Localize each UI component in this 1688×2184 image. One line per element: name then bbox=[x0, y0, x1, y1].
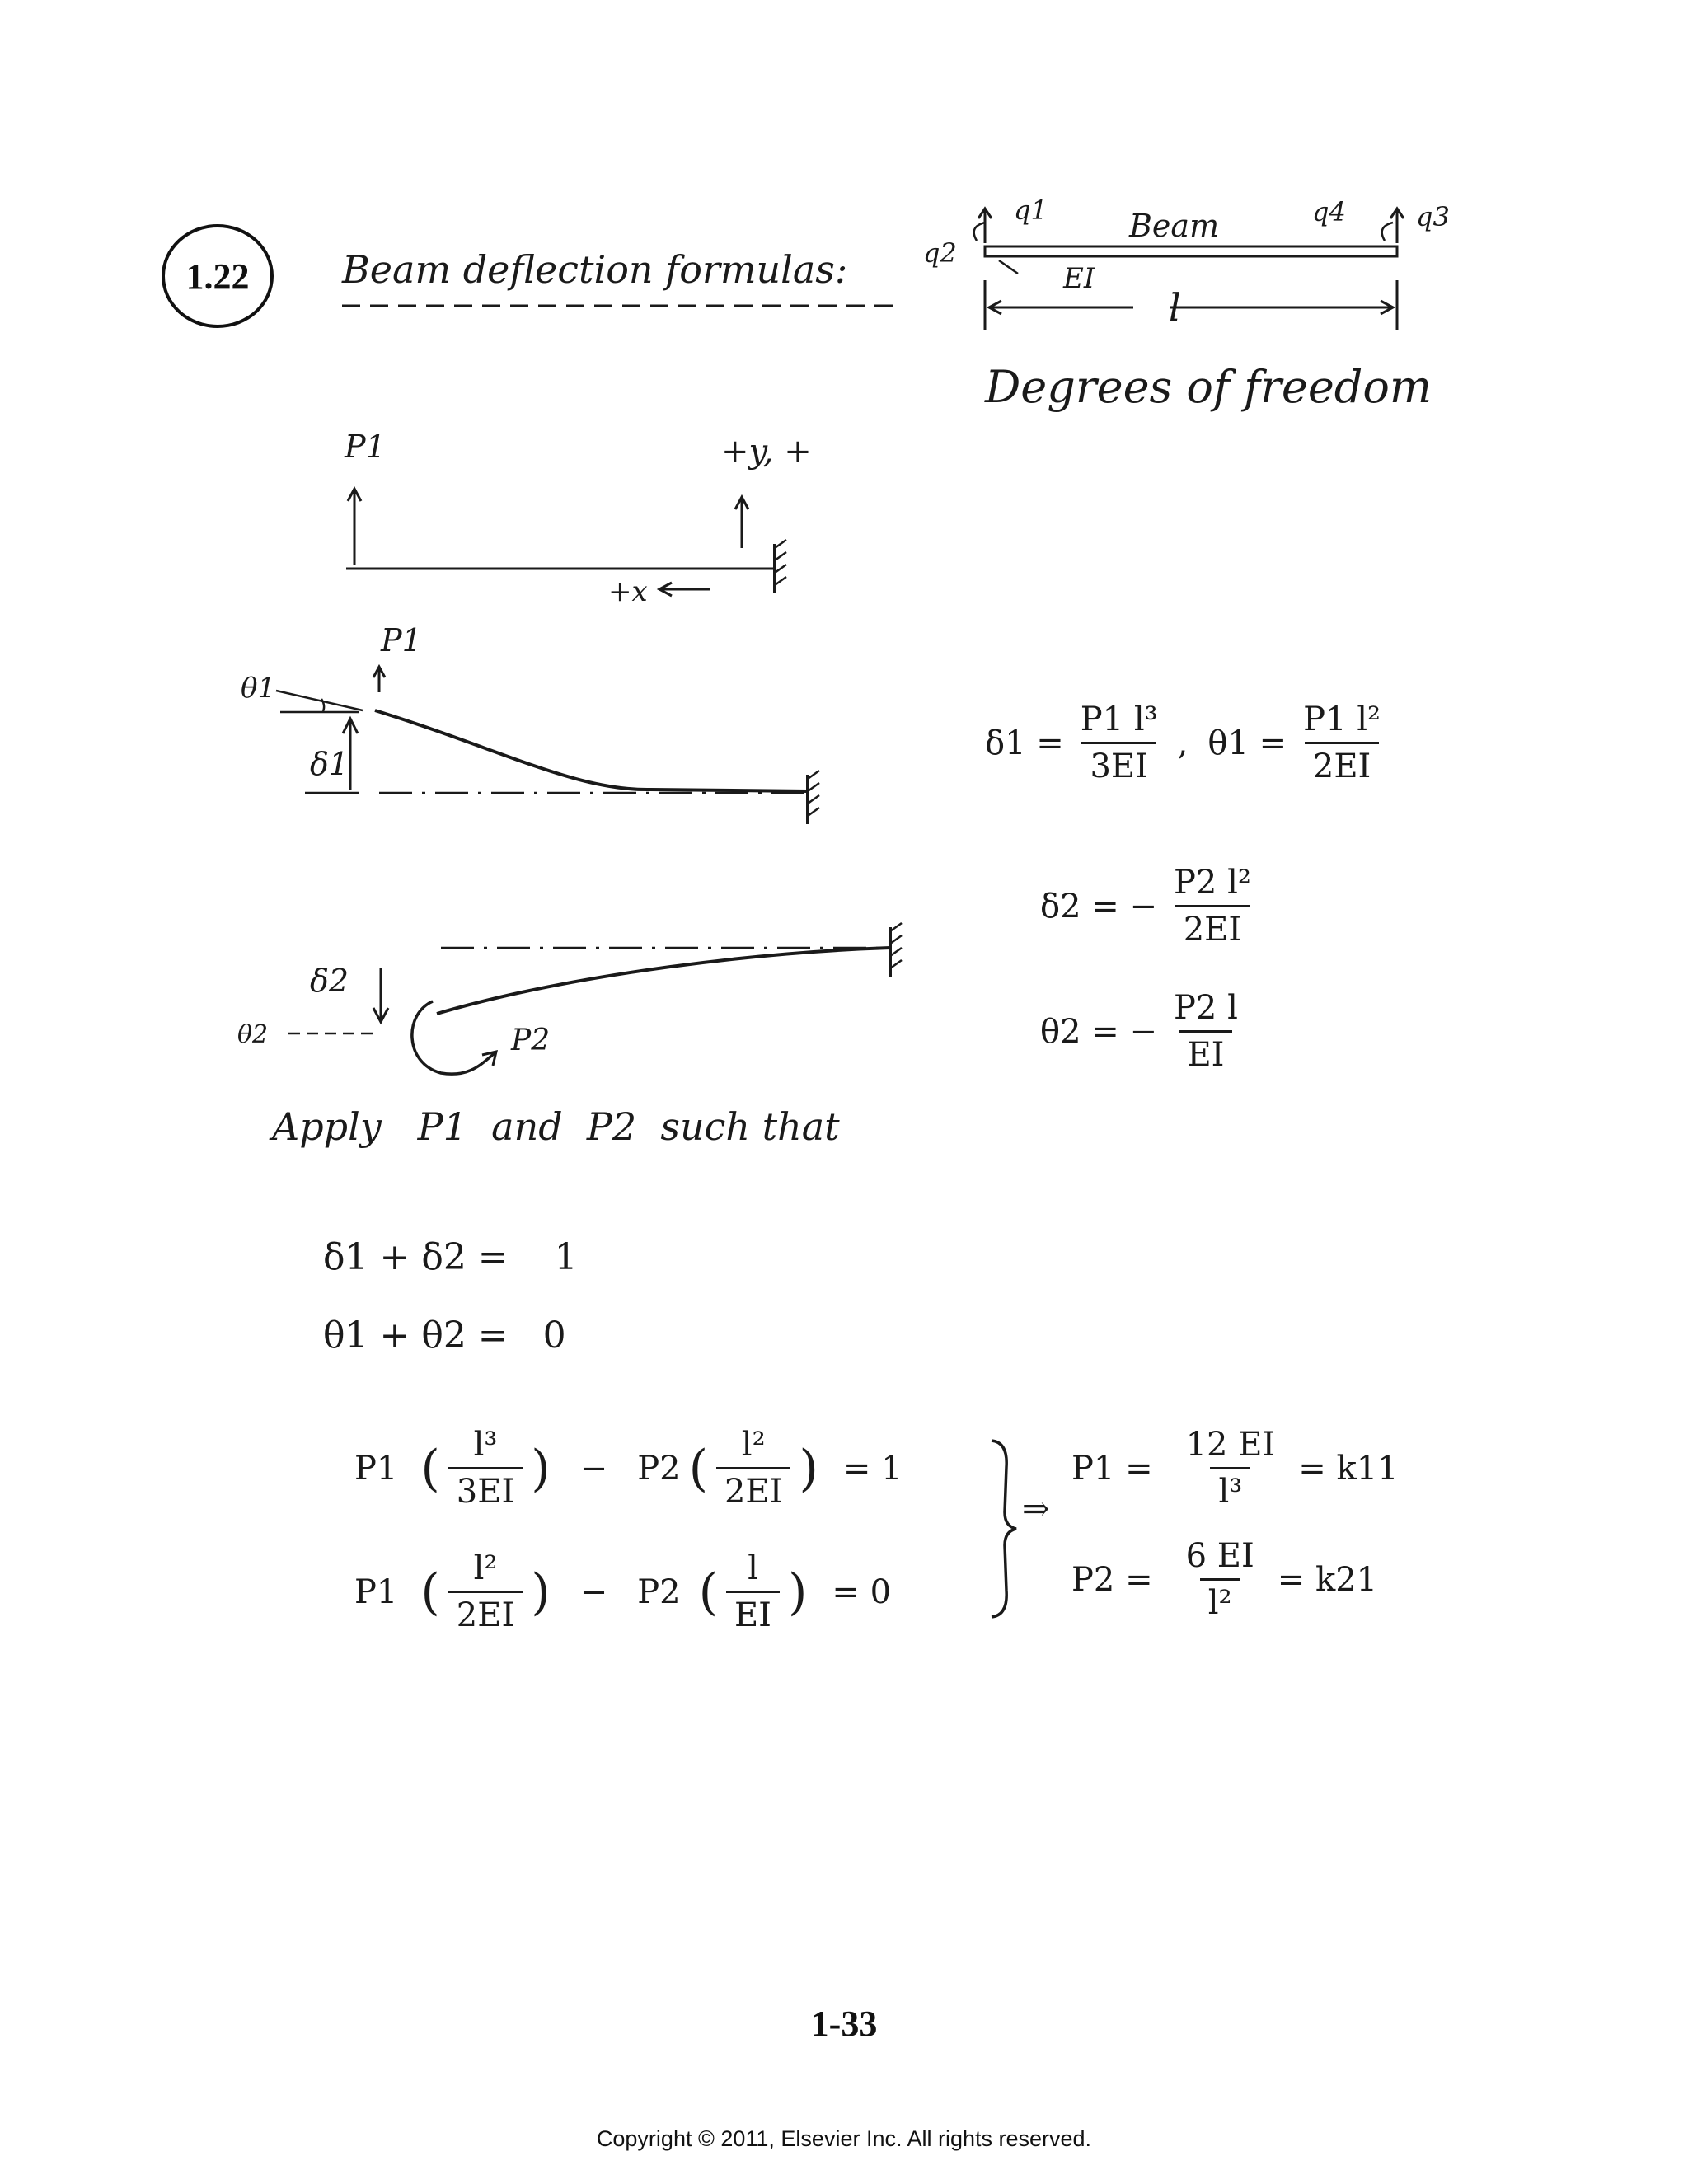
row2-f1-den: 2EI bbox=[448, 1591, 523, 1634]
sol1-fraction bbox=[1178, 1426, 1284, 1511]
q4-rotation-arrow bbox=[1382, 223, 1393, 241]
eq-theta2-fraction bbox=[1165, 989, 1246, 1074]
system-brace bbox=[985, 1434, 1034, 1624]
dof-caption: Degrees of freedom bbox=[985, 361, 1432, 413]
fig3-eq-theta2 bbox=[1040, 989, 1254, 1074]
fig3-moment-label: P2 bbox=[511, 1024, 551, 1057]
fig2-delta-label: δ1 bbox=[310, 746, 349, 782]
fig1-x-axis-label: +x bbox=[608, 575, 648, 608]
row1-f1-num: l³ bbox=[473, 1426, 498, 1464]
dof-label-beam: Beam bbox=[1129, 208, 1220, 244]
row2-rhs: = 0 bbox=[832, 1572, 892, 1611]
row1-f1-den: 3EI bbox=[448, 1467, 523, 1511]
sol1-den: l³ bbox=[1210, 1467, 1250, 1511]
condition-deflection: δ1 + δ2 = 1 bbox=[323, 1236, 578, 1278]
row1-f2-num: l² bbox=[741, 1426, 766, 1464]
eq-delta1-num: P1 l³ bbox=[1080, 701, 1158, 738]
fig3-theta-label: θ2 bbox=[237, 1020, 269, 1049]
eq-theta1-lhs: θ1 = bbox=[1207, 724, 1287, 762]
eq-theta1-fraction bbox=[1295, 701, 1389, 785]
fig2-theta-label: θ1 bbox=[241, 672, 276, 705]
eq-delta2-lhs: δ2 = − bbox=[1040, 887, 1157, 926]
row2-f1-num: l² bbox=[473, 1549, 498, 1587]
row1-f2-den: 2EI bbox=[716, 1467, 790, 1511]
fig2-load-label: P1 bbox=[381, 622, 422, 658]
eq-delta2-fraction bbox=[1165, 864, 1259, 949]
sol2-num: 6 EI bbox=[1185, 1537, 1254, 1575]
eq-theta1-num: P1 l² bbox=[1303, 701, 1381, 738]
sol1-num: 12 EI bbox=[1185, 1426, 1276, 1464]
apply-statement: Apply P1 and P2 such that bbox=[272, 1104, 840, 1149]
fig2-deflected-curve bbox=[375, 710, 808, 791]
sol1-rhs: = k11 bbox=[1298, 1449, 1399, 1488]
dof-label-q2: q2 bbox=[923, 237, 957, 269]
ei-pointer bbox=[999, 260, 1018, 274]
fig1-y-axis-label: +y, + bbox=[721, 433, 812, 471]
dof-label-q3: q3 bbox=[1416, 201, 1450, 232]
sol2-den: l² bbox=[1200, 1578, 1240, 1622]
fig1-cantilever bbox=[330, 462, 808, 626]
row1-fraction-2 bbox=[716, 1426, 790, 1511]
condition-rotation: θ1 + θ2 = 0 bbox=[323, 1315, 566, 1357]
fig2-theta-line bbox=[276, 691, 363, 710]
sol2-fraction bbox=[1178, 1537, 1263, 1622]
sol2-lhs: P2 = bbox=[1071, 1560, 1153, 1599]
page-number: 1-33 bbox=[810, 2004, 878, 2044]
solution-p1 bbox=[1071, 1426, 1399, 1511]
eq-theta1-den: 2EI bbox=[1305, 742, 1379, 785]
problem-number: 1.22 bbox=[185, 255, 250, 297]
dof-label-q1: q1 bbox=[1014, 194, 1048, 226]
problem-number-badge bbox=[162, 224, 274, 328]
row2-fraction-2 bbox=[726, 1549, 780, 1634]
title-dashed-underline bbox=[342, 301, 903, 311]
eq-theta2-num: P2 l bbox=[1174, 989, 1238, 1027]
sol1-lhs: P1 = bbox=[1071, 1449, 1153, 1488]
problem-title: Beam deflection formulas: bbox=[342, 247, 848, 292]
eq-theta2-lhs: θ2 = − bbox=[1040, 1012, 1157, 1051]
system-row-2: P1 ( $\frac{\text{l²}}{2EI}$ ) − P2 ( $\frac{l}{EI}$ ) = 0 bbox=[354, 1549, 892, 1634]
eq-delta1-fraction bbox=[1072, 701, 1166, 785]
row2-f2-num: l bbox=[748, 1549, 758, 1587]
dof-label-q4: q4 bbox=[1312, 196, 1346, 227]
row2-f2-den: EI bbox=[726, 1591, 780, 1634]
dof-label-length: l bbox=[1169, 285, 1181, 330]
row1-minus: − bbox=[579, 1449, 608, 1488]
dof-beam-bar bbox=[985, 246, 1397, 256]
eq-delta1-den: 3EI bbox=[1081, 742, 1156, 785]
row2-p1: P1 bbox=[354, 1572, 398, 1611]
dof-label-ei: EI bbox=[1063, 262, 1095, 295]
eq-delta2-num: P2 l² bbox=[1174, 864, 1251, 902]
eq-delta1-lhs: δ1 = bbox=[985, 724, 1064, 762]
eq-delta2-den: 2EI bbox=[1175, 905, 1250, 949]
row1-p1: P1 bbox=[354, 1449, 398, 1488]
fig3-deflected-curve bbox=[437, 948, 890, 1014]
fig3-delta-label: δ2 bbox=[310, 963, 349, 999]
copyright-notice: Copyright © 2011, Elsevier Inc. All rights reserved. bbox=[596, 2126, 1092, 2151]
fig1-load-label: P1 bbox=[345, 429, 386, 465]
eq-theta2-den: EI bbox=[1179, 1030, 1232, 1074]
row1-fraction-1 bbox=[448, 1426, 523, 1511]
system-row-1: P1 ( $\frac{\text{l³}}{3EI}$ ) − P2 ( $\frac{\text{l²}}{2EI}$ ) = 1 bbox=[354, 1426, 903, 1511]
row2-fraction-1 bbox=[448, 1549, 523, 1634]
row1-rhs: = 1 bbox=[842, 1449, 903, 1488]
implies-arrow: ⇒ bbox=[1022, 1490, 1050, 1528]
row1-p2: P2 bbox=[637, 1449, 681, 1488]
fig2-equations bbox=[985, 701, 1397, 785]
fig3-moment-arrow bbox=[412, 1001, 495, 1074]
row2-p2: P2 bbox=[637, 1572, 681, 1611]
solution-p2 bbox=[1071, 1537, 1377, 1622]
fig3-deflected-beam bbox=[231, 907, 923, 1121]
fig3-eq-delta2 bbox=[1040, 864, 1268, 949]
eq-separator: , bbox=[1177, 724, 1189, 762]
row2-minus: − bbox=[579, 1572, 608, 1611]
q2-rotation-arrow bbox=[974, 223, 985, 241]
sol2-rhs: = k21 bbox=[1277, 1560, 1378, 1599]
